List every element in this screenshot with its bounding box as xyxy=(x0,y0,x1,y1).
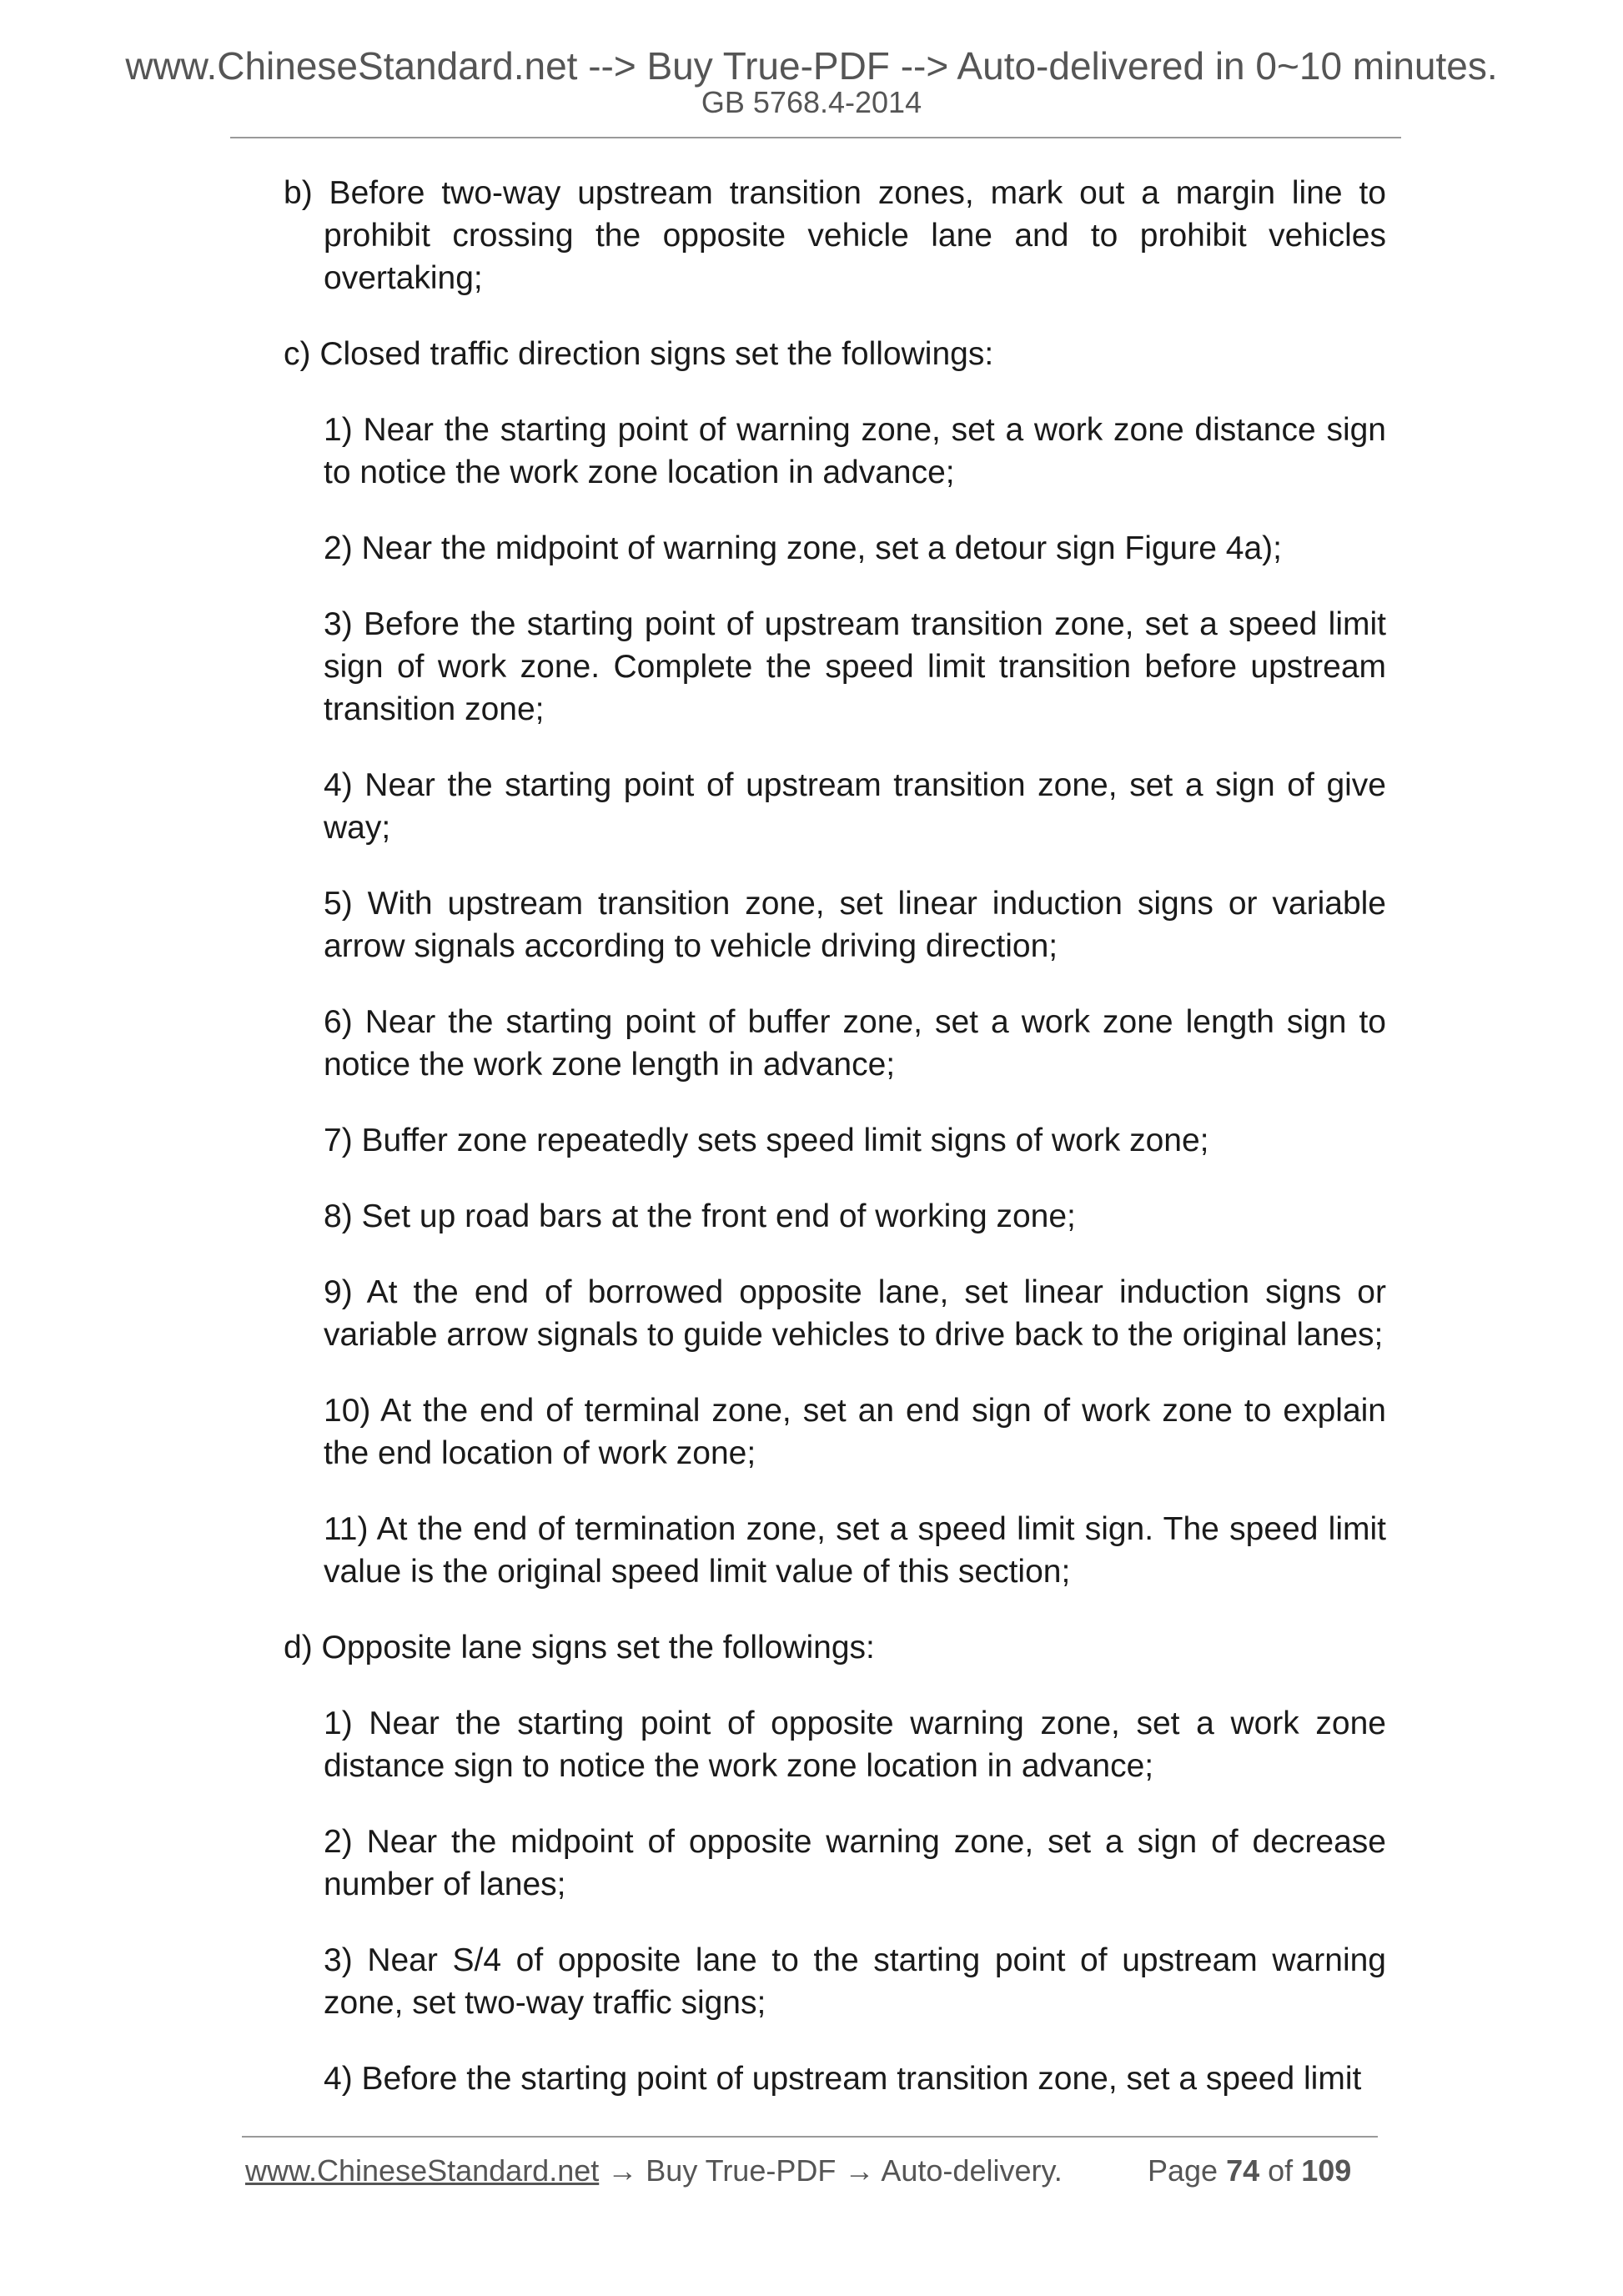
sub-item-d1: 1) Near the starting point of opposite warning zone, set a work zone distance sign to notice the work zone location in advance; xyxy=(324,1706,1386,1784)
sub-item-c1: 1) Near the starting point of warning zone, set a work zone distance sign to notice the work zone location in advance; xyxy=(324,412,1386,490)
delivery-text: Auto-delivery. xyxy=(881,2153,1063,2188)
total-pages: 109 xyxy=(1301,2153,1352,2188)
sub-item-d2: 2) Near the midpoint of opposite warning zone, set a sign of decrease number of lanes; xyxy=(324,1824,1386,1902)
sub-item-c8: 8) Set up road bars at the front end of working zone; xyxy=(324,1198,1076,1234)
sub-item-c7: 7) Buffer zone repeatedly sets speed limit signs of work zone; xyxy=(324,1123,1209,1158)
sub-item-d4: 4) Before the starting point of upstream transition zone, set a speed limit xyxy=(324,2061,1362,2097)
sub-item-c2: 2) Near the midpoint of warning zone, set a detour sign Figure 4a); xyxy=(324,530,1282,566)
arrow-right-icon: → xyxy=(844,2153,875,2188)
sub-item-c5: 5) With upstream transition zone, set linear induction signs or variable arrow signals according to vehicle driving direction; xyxy=(324,886,1386,964)
footer-divider xyxy=(242,2136,1378,2138)
list-item-d: d) Opposite lane signs set the followings: xyxy=(284,1630,875,1665)
sub-item-c10: 10) At the end of terminal zone, set an end sign of work zone to explain the end location of work zone; xyxy=(324,1393,1386,1471)
sub-item-c6: 6) Near the starting point of buffer zone, set a work zone length sign to notice the work zone length in advance; xyxy=(324,1004,1386,1083)
arrow-right-icon: → xyxy=(607,2153,638,2188)
header-banner: www.ChineseStandard.net --> Buy True-PDF --> Auto-delivered in 0~10 minutes. xyxy=(125,44,1498,88)
sub-item-c9: 9) At the end of borrowed opposite lane, set linear induction signs or variable arrow signals to guide vehicles to drive back to the original lanes; xyxy=(324,1274,1386,1353)
page-label: Page xyxy=(1148,2153,1219,2188)
header-divider xyxy=(230,137,1401,138)
sub-item-c3: 3) Before the starting point of upstream transition zone, set a speed limit sign of work zone. Complete the speed limit transition before upstream transition zone; xyxy=(324,606,1386,727)
buy-text: Buy True-PDF xyxy=(646,2153,837,2188)
list-item-c: c) Closed traffic direction signs set the followings: xyxy=(284,336,994,372)
page-indicator xyxy=(1148,2153,1351,2188)
of-label: of xyxy=(1268,2153,1294,2188)
page-number: 74 xyxy=(1226,2153,1260,2188)
document-body xyxy=(284,172,1386,2133)
page-footer xyxy=(245,2153,1378,2188)
document-id: GB 5768.4-2014 xyxy=(701,85,922,119)
sub-item-d3: 3) Near S/4 of opposite lane to the starting point of upstream warning zone, set two-way traffic signs; xyxy=(324,1942,1386,2021)
sub-item-c11: 11) At the end of termination zone, set a speed limit sign. The speed limit value is the original speed limit value of this section; xyxy=(324,1511,1386,1590)
list-item-b: b) Before two-way upstream transition zones, mark out a margin line to prohibit crossing the opposite vehicle lane and to prohibit vehicles overtaking; xyxy=(284,175,1386,296)
sub-item-c4: 4) Near the starting point of upstream transition zone, set a sign of give way; xyxy=(324,767,1386,846)
site-link[interactable]: www.ChineseStandard.net xyxy=(245,2153,600,2188)
